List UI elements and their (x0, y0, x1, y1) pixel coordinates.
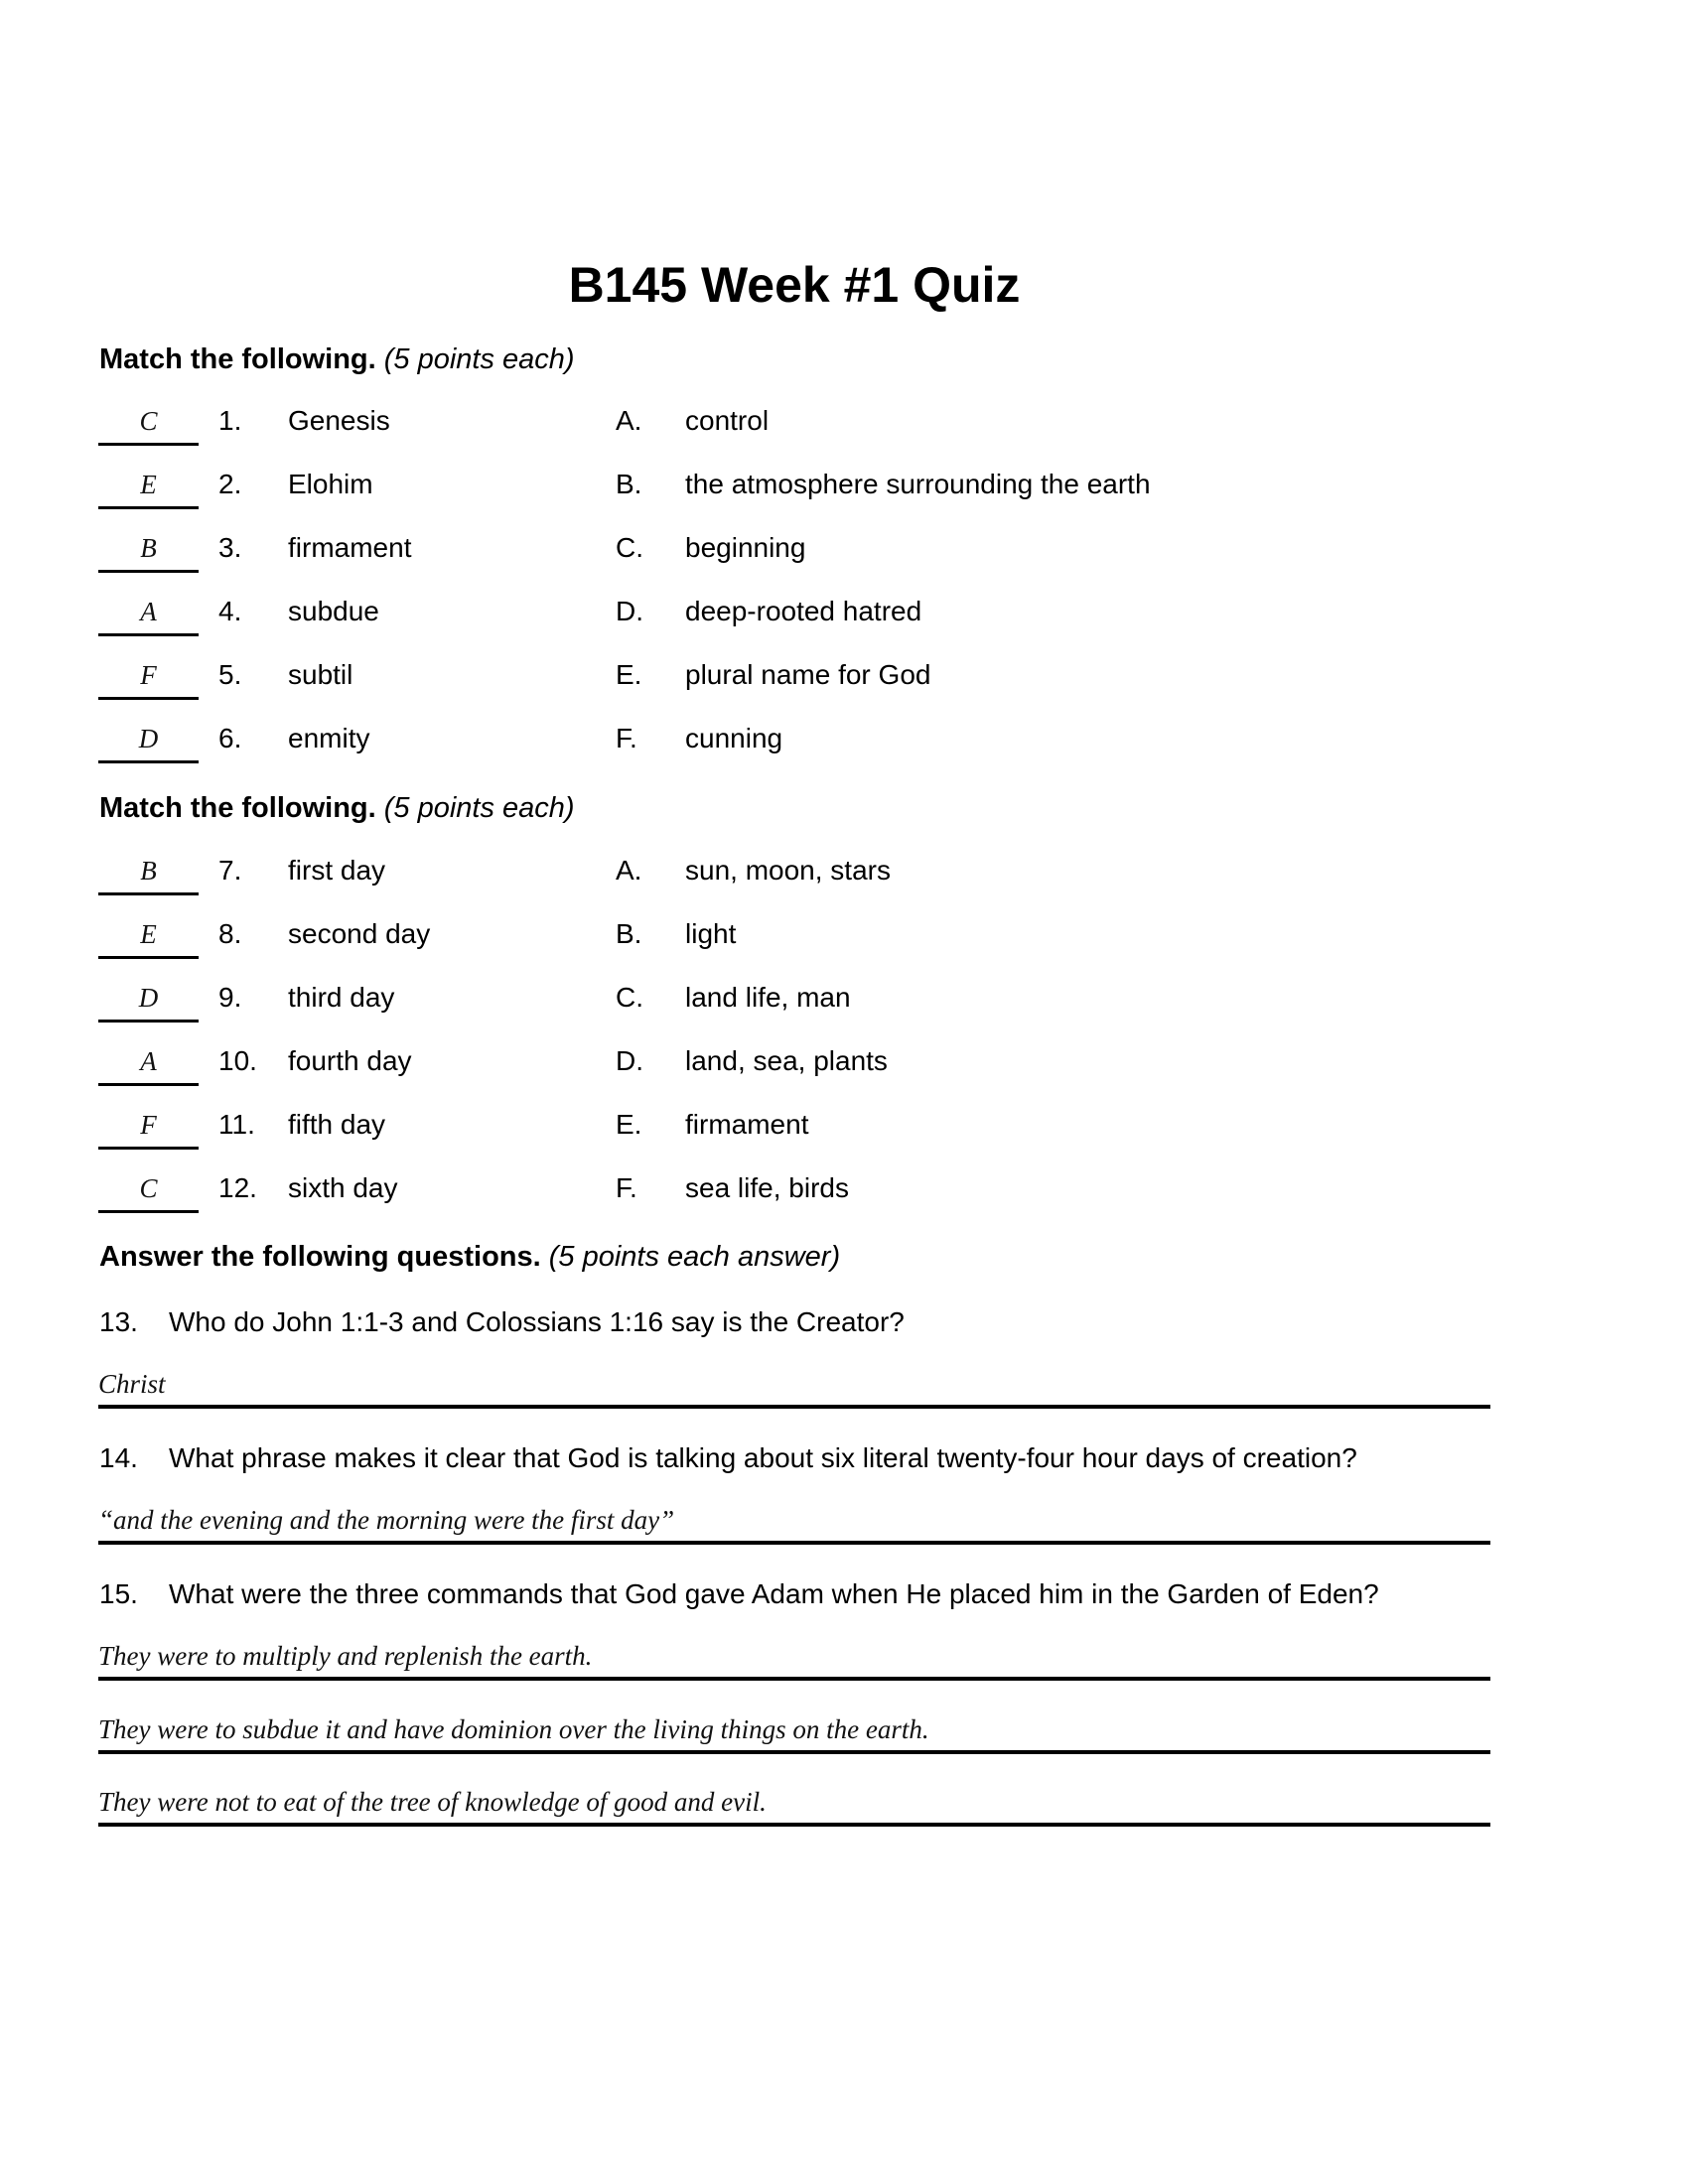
item-term: subdue (288, 596, 379, 626)
match-row (0, 590, 1688, 639)
choice-definition: light (685, 918, 737, 949)
match-row (0, 849, 1688, 898)
choice-definition: plural name for God (685, 659, 931, 690)
question-13 (99, 1306, 905, 1338)
choice-definition: sun, moon, stars (685, 855, 891, 886)
item-number: 6. (218, 723, 242, 753)
choice-definition: sea life, birds (685, 1172, 849, 1203)
choice-letter: C. (616, 982, 643, 1013)
match-row (0, 717, 1688, 766)
choice-definition: land life, man (685, 982, 851, 1013)
item-term: first day (288, 855, 386, 886)
choice-definition: beginning (685, 532, 806, 563)
item-number: 3. (218, 532, 242, 563)
answer-blank[interactable]: C (98, 399, 199, 446)
choice-letter: A. (616, 405, 642, 436)
section-heading-text: Match the following. (99, 343, 376, 375)
answer-line[interactable]: Christ (98, 1363, 1490, 1409)
item-term: sixth day (288, 1172, 398, 1203)
item-term: firmament (288, 532, 412, 563)
answer-blank[interactable]: A (98, 1039, 199, 1086)
item-term: second day (288, 918, 431, 949)
match-row (0, 976, 1688, 1025)
answer-blank[interactable]: E (98, 912, 199, 959)
choice-letter: E. (616, 659, 642, 690)
section-heading-text: Answer the following questions. (99, 1241, 541, 1273)
item-number: 11. (218, 1109, 255, 1140)
choice-letter: A. (616, 855, 642, 886)
match-row (0, 912, 1688, 962)
section-2-heading (99, 792, 575, 825)
item-number: 9. (218, 982, 242, 1013)
choice-letter: C. (616, 532, 643, 563)
match-row (0, 526, 1688, 576)
match-row (0, 399, 1688, 449)
choice-letter: D. (616, 1045, 643, 1076)
answer-blank[interactable]: F (98, 653, 199, 700)
answer-blank[interactable]: C (98, 1166, 199, 1213)
item-number: 5. (218, 659, 242, 690)
answer-blank[interactable]: B (98, 849, 199, 895)
choice-letter: B. (616, 469, 642, 499)
item-number: 8. (218, 918, 242, 949)
item-number: 10. (218, 1045, 257, 1076)
question-text: What phrase makes it clear that God is talking about six literal twenty-four hour days of creation? (169, 1442, 1357, 1473)
match-row (0, 1039, 1688, 1089)
question-number: 15. (99, 1578, 138, 1609)
match-row (0, 1166, 1688, 1216)
item-number: 7. (218, 855, 242, 886)
item-number: 2. (218, 469, 242, 499)
item-number: 12. (218, 1172, 257, 1203)
question-14 (99, 1442, 1357, 1474)
choice-letter: E. (616, 1109, 642, 1140)
section-points-note: (5 points each) (383, 792, 575, 824)
answer-blank[interactable]: F (98, 1103, 199, 1150)
choice-letter: F. (616, 1172, 637, 1203)
answer-line[interactable]: They were not to eat of the tree of knowledge of good and evil. (98, 1781, 1490, 1827)
item-number: 4. (218, 596, 242, 626)
answer-line[interactable]: They were to subdue it and have dominion over the living things on the earth. (98, 1708, 1490, 1754)
choice-letter: D. (616, 596, 643, 626)
item-number: 1. (218, 405, 242, 436)
choice-definition: land, sea, plants (685, 1045, 888, 1076)
choice-definition: deep-rooted hatred (685, 596, 922, 626)
item-term: Genesis (288, 405, 390, 436)
match-row (0, 463, 1688, 512)
answer-blank[interactable]: D (98, 976, 199, 1023)
answer-line[interactable]: They were to multiply and replenish the earth. (98, 1635, 1490, 1681)
section-1-heading (99, 343, 575, 376)
question-text: Who do John 1:1-3 and Colossians 1:16 say is the Creator? (169, 1306, 905, 1337)
quiz-title: B145 Week #1 Quiz (568, 257, 1021, 313)
answer-line[interactable]: “and the evening and the morning were the first day” (98, 1499, 1490, 1545)
item-term: third day (288, 982, 395, 1013)
item-term: fourth day (288, 1045, 412, 1076)
answer-blank[interactable]: D (98, 717, 199, 763)
answer-blank[interactable]: B (98, 526, 199, 573)
section-points-note: (5 points each) (383, 343, 575, 375)
choice-definition: cunning (685, 723, 783, 753)
section-points-note: (5 points each answer) (548, 1241, 841, 1273)
item-term: subtil (288, 659, 353, 690)
section-heading-text: Match the following. (99, 792, 376, 824)
choice-definition: the atmosphere surrounding the earth (685, 469, 1151, 499)
choice-letter: F. (616, 723, 637, 753)
item-term: fifth day (288, 1109, 386, 1140)
answer-blank[interactable]: E (98, 463, 199, 509)
choice-letter: B. (616, 918, 642, 949)
choice-definition: firmament (685, 1109, 809, 1140)
section-3-heading (99, 1241, 840, 1274)
question-15 (99, 1578, 1379, 1610)
question-text: What were the three commands that God gave Adam when He placed him in the Garden of Eden? (169, 1578, 1379, 1609)
match-row (0, 1103, 1688, 1153)
item-term: enmity (288, 723, 370, 753)
choice-definition: control (685, 405, 770, 436)
question-number: 14. (99, 1442, 138, 1473)
answer-blank[interactable]: A (98, 590, 199, 636)
item-term: Elohim (288, 469, 373, 499)
match-row (0, 653, 1688, 703)
question-number: 13. (99, 1306, 138, 1337)
